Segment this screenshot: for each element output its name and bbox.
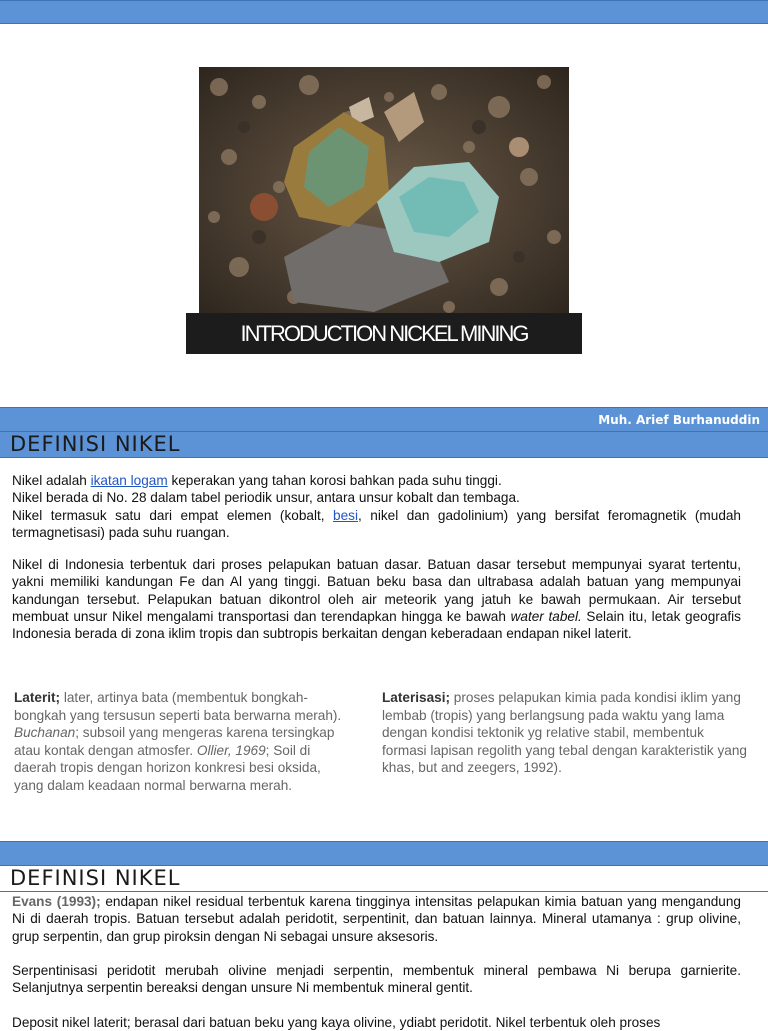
text-span: , nikel dan gadolinium) yang bersifat feromagnetik (mudah termagnetisasi) pada suhu ruangan. — [12, 507, 741, 540]
text-span: Nikel adalah — [12, 473, 91, 488]
text-span: later, artinya bata (membentuk bongkah-bongkah yang tersusun seperti bata berwarna merah). — [14, 690, 342, 723]
text-span: ; Soil di daerah tropis dengan horizon konkresi besi oksida, yang dalam keadaan normal berwarna merah. — [14, 742, 321, 793]
text-span: Ollier, 1969 — [196, 742, 266, 758]
nickel-ore-photo — [199, 67, 569, 317]
besi-link[interactable]: besi — [333, 507, 358, 523]
evans-paragraph — [12, 893, 741, 945]
title-underline — [0, 891, 768, 892]
text-span: Serpentinisasi peridotit merubah olivine menjadi serpentin, membentuk mineral pembawa Ni berupa garnierite. Selanjutnya serpentin bereaksi dengan unsure Ni membentuk mineral gentit. — [12, 963, 741, 996]
text-span: Nikel berada di No. 28 dalam tabel periodik unsur, antara unsur kobalt dan tembaga. — [12, 490, 520, 506]
slide-top-bar-3 — [0, 841, 768, 866]
serpentinisasi-paragraph — [12, 962, 741, 997]
definition-paragraph — [12, 472, 741, 541]
indonesia-nickel-paragraph — [12, 556, 741, 642]
laterit-definition — [14, 689, 354, 794]
slide-title: DEFINISI NIKEL — [10, 432, 181, 456]
slide-top-bar — [0, 0, 768, 24]
text-span: endapan nikel residual terbentuk karena tingginya intensitas pelapukan kimia batuan yang mengandung Ni di daerah tropis. Batuan tersebut adalah peridotit, serpentinit, dan batuan lainnya. Mineral utamanya : grup olivine, grup serpentin, dan grup piroksin dengan Ni sebagai unsure aksesoris. — [12, 894, 741, 944]
text-span: Deposit nikel laterit; berasal dari batuan beku yang kaya olivine, ydiabt peridotit. Nikel terbentuk oleh proses — [12, 1015, 661, 1030]
term-label: Evans (1993); — [12, 894, 101, 909]
term-label: Laterit; — [14, 690, 61, 705]
title-banner: INTRODUCTION NICKEL MINING — [186, 313, 582, 354]
text-span: Selain itu, letak geografis Indonesia berada di zona iklim tropis dan subtropis berkaitan dengan keberadaan endapan nikel laterit. — [12, 608, 741, 642]
term-label: Laterisasi; — [382, 690, 451, 705]
text-span: Nikel termasuk satu dari empat elemen (kobalt, — [12, 507, 334, 523]
text-span: keperakan yang tahan korosi bahkan pada suhu tinggi. — [167, 473, 502, 488]
text-span: water tabel. — [510, 608, 582, 624]
deposit-paragraph — [12, 1014, 741, 1031]
text-span: proses pelapukan kimia pada kondisi iklim yang lembab (tropis) yang berlangsung pada waktu yang lama dengan kondisi tektonik yg relative stabil, membentuk formasi lapisan regolith yang tebal dengan karakteristik yang khas, but and zeegers, 1992). — [382, 690, 747, 775]
slide-title-3: DEFINISI NIKEL — [10, 866, 181, 890]
text-span: ; subsoil yang mengeras karena tersingkap atau kontak dengan atmosfer. — [14, 725, 335, 758]
laterisasi-definition — [382, 689, 752, 777]
text-span: Buchanan — [14, 725, 76, 740]
text-span: Nikel di Indonesia terbentuk dari proses pelapukan batuan dasar. Batuan dasar tersebut mempunyai syarat tertentu, yakni memiliki kandungan Fe dan Al yang tinggi. Batuan beku basa dan ultrabasa adalah batuan yang mempunyai kandungan tersebut. Pelapukan batuan dikontrol oleh air meteorik yang jatuh ke bawah permukaan. Air tersebut membuat unsur Nikel mengalami transportasi dan terendapkan hingga ke bawah — [12, 557, 741, 624]
ikatan-logam-link[interactable]: ikatan logam — [90, 473, 168, 488]
author-name: Muh. Arief Burhanuddin — [598, 413, 760, 427]
